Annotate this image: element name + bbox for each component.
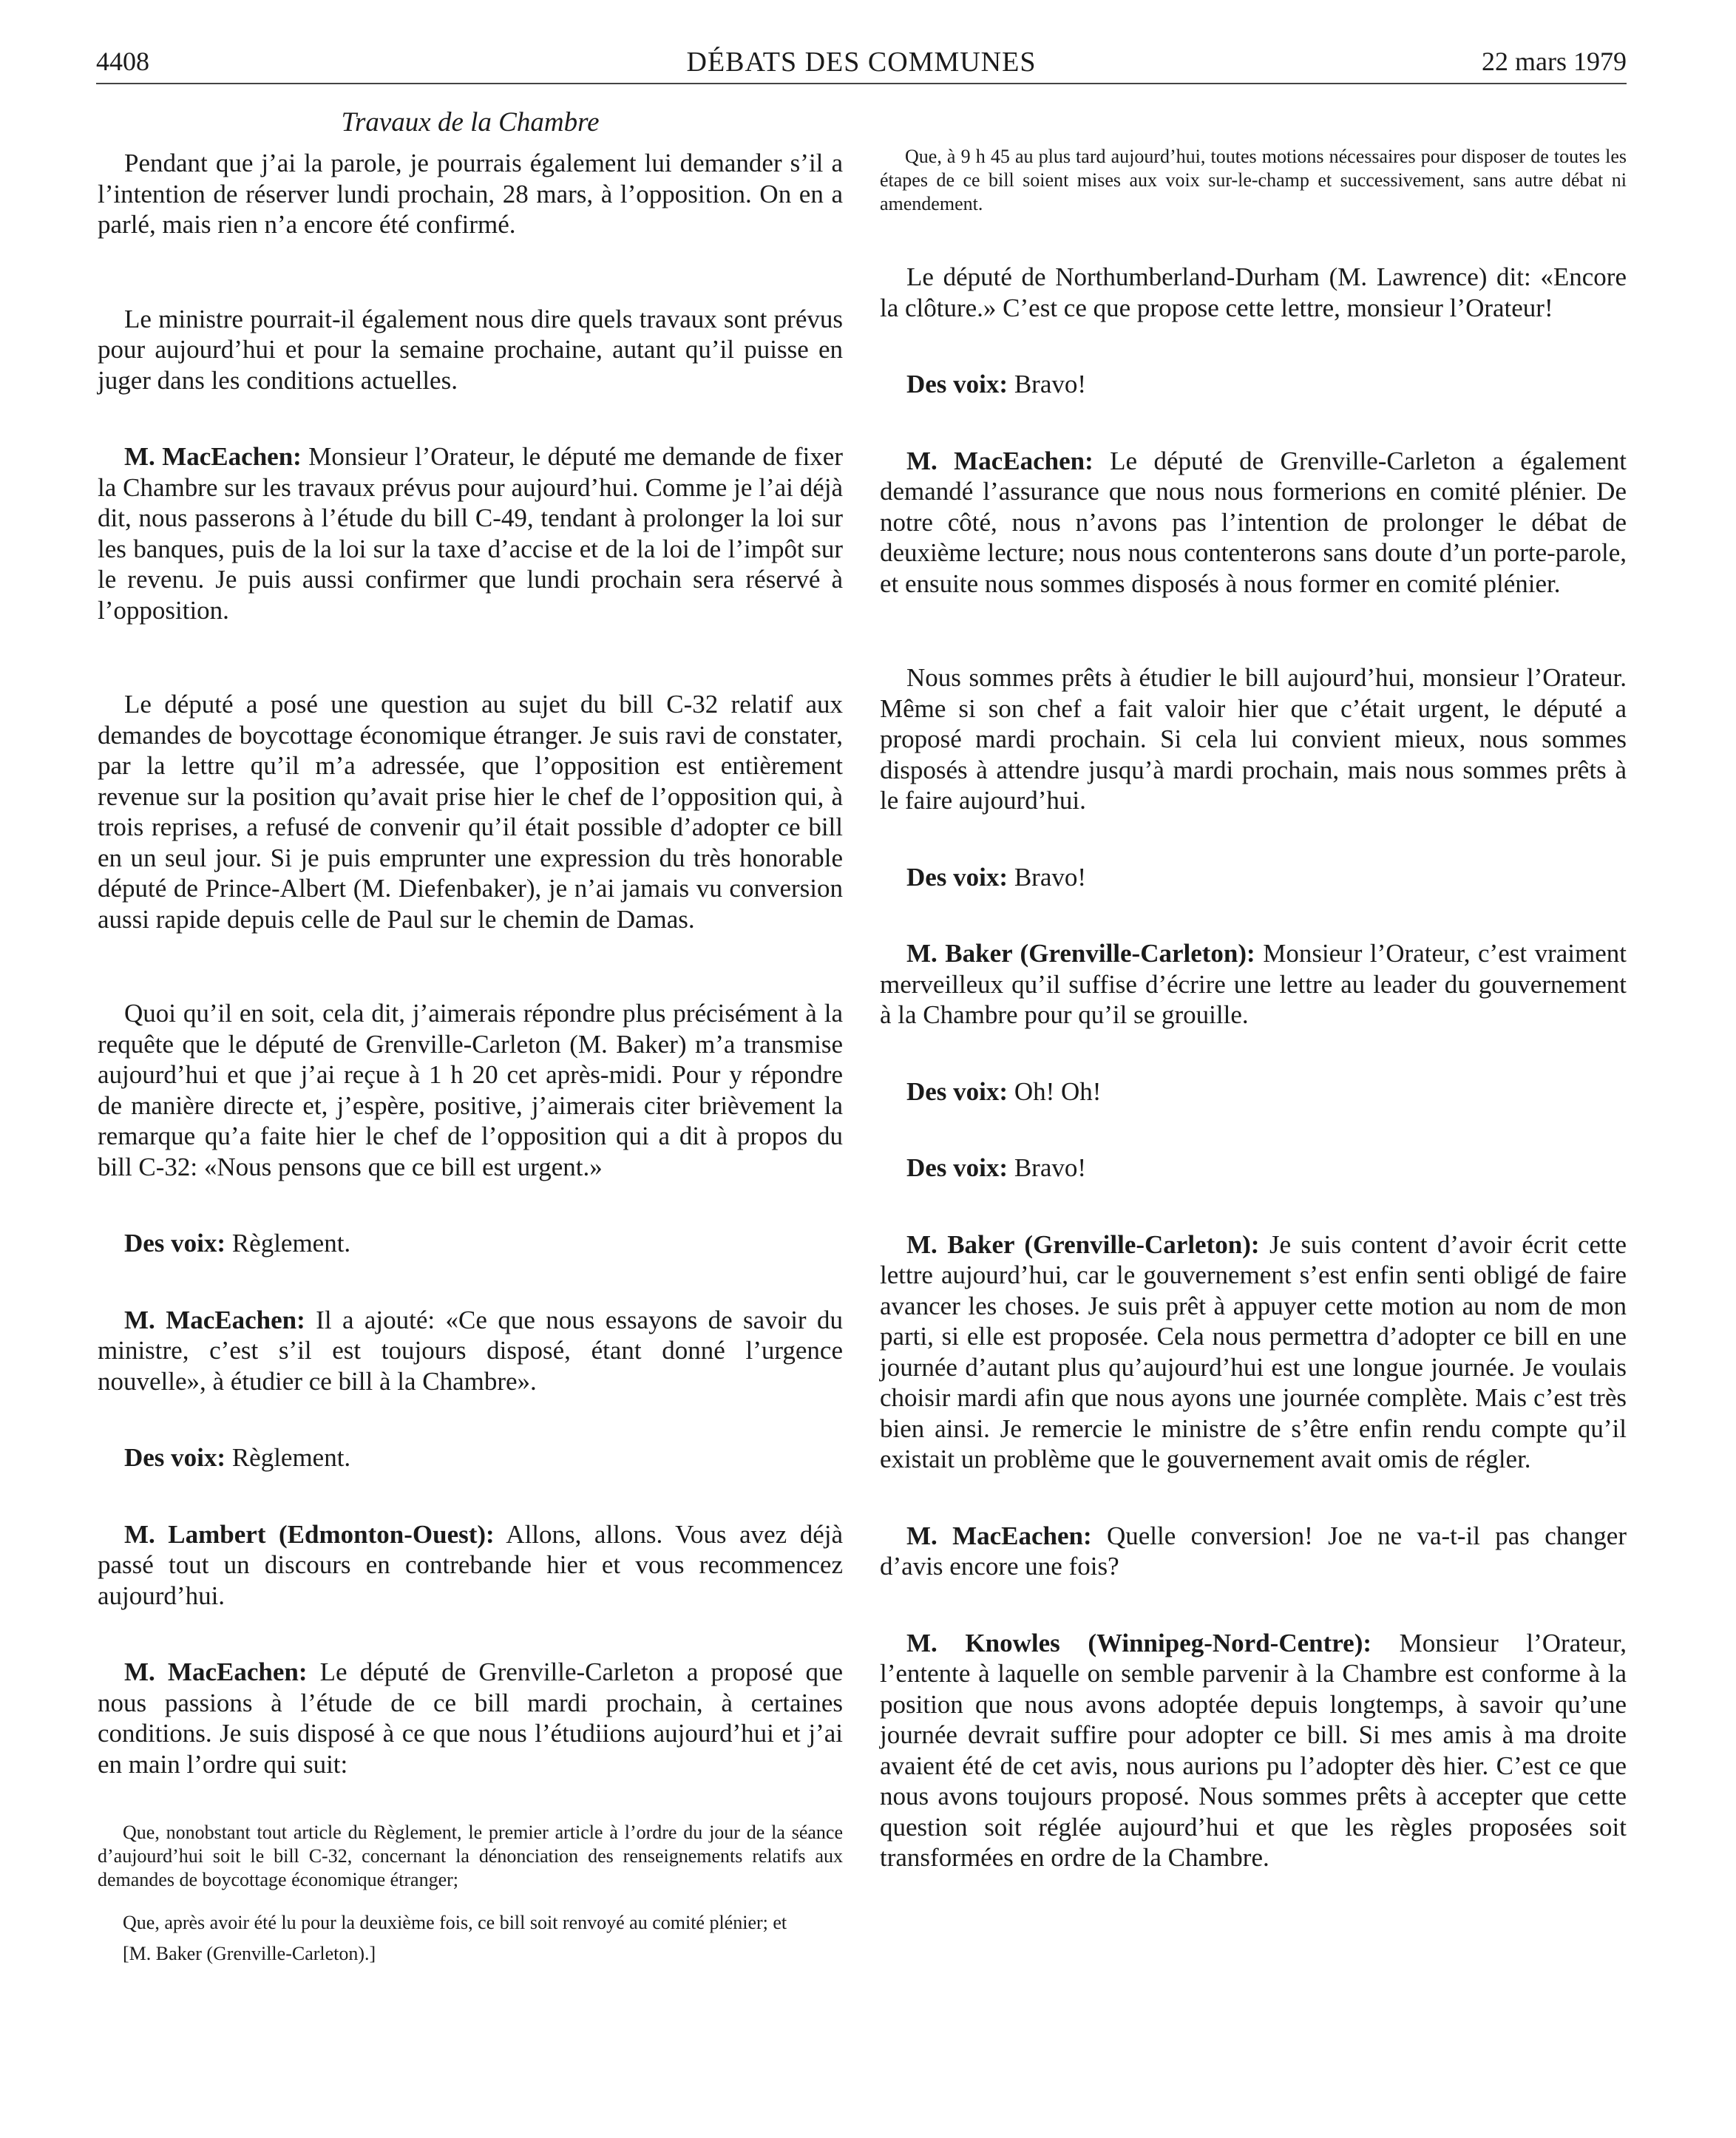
- right-column: [880, 106, 1627, 1873]
- speaker-name: Des voix:: [906, 370, 1008, 398]
- paragraph-text: Le député de Grenville-Carleton a également demandé l’assurance que nous nous formerions en comité plénier. De notre côté, nous n’avons pas l’intention de prolonger le débat de deuxième lecture; nous nous contenterons sans doute d’un porte-parole, et ensuite nous sommes disposés à nous former en comité plénier.: [880, 446, 1627, 598]
- paragraph: [880, 1521, 1627, 1582]
- speaker-name: Des voix:: [906, 1153, 1008, 1182]
- paragraph-text: Je suis content d’avoir écrit cette lettre aujourd’hui, car le gouvernement s’est enfin senti obligé de faire avancer les choses. Je suis prêt à appuyer cette motion au nom de mon parti, si elle est proposée. Cela nous permettra d’adopter ce bill en une journée d’autant plus qu’aujourd’hui est une longue journée. Je voulais choisir mardi afin que nous ayons une journée complète. Mais c’est très bien ainsi. Je remercie le ministre de s’être enfin rendu compte qu’il existait un problème que le gouvernement avait omis de régler.: [880, 1229, 1627, 1473]
- paragraph: [880, 1229, 1627, 1475]
- running-head: Travaux de la Chambre: [341, 107, 600, 138]
- paragraph-text: Le ministre pourrait-il également nous dire quels travaux sont prévus pour aujourd’hui et pour la semaine prochaine, autant qu’il puisse en juger dans les conditions actuelles.: [98, 304, 843, 395]
- paragraph: [880, 862, 1627, 893]
- paragraph-text: Le député de Grenville-Carleton a proposé que nous passions à l’étude de ce bill mardi prochain, à certaines conditions. Je suis disposé à ce que nous l’étudiions aujourd’hui et j’ai en main l’ordre qui suit:: [98, 1657, 844, 1779]
- paragraph: [98, 148, 843, 240]
- quoted-motion: [98, 1911, 843, 1935]
- speaker-name: Des voix:: [124, 1229, 226, 1258]
- paragraph-text: Monsieur l’Orateur, c’est vraiment merveilleux qu’il suffise d’écrire une lettre au leader du gouvernement à la Chambre pour qu’il se grouille.: [880, 939, 1627, 1029]
- paragraph-text: Quoi qu’il en soit, cela dit, j’aimerais répondre plus précisément à la requête que le député de Grenville-Carleton (M. Baker) m’a transmise aujourd’hui et que j’ai reçue à 1 h 20 cet après-midi. Pour y répondre de manière directe et, j’espère, positive, j’aimerais citer brièvement la remarque qu’a faite hier le chef de l’opposition qui a dit à propos du bill C-32: «Nous pensons que ce bill est urgent.»: [98, 999, 843, 1181]
- paragraph: [880, 1153, 1627, 1184]
- paragraph: [880, 938, 1627, 1031]
- paragraph-text: Que, à 9 h 45 au plus tard aujourd’hui, toutes motions nécessaires pour disposer de toutes les étapes de ce bill soient mises aux voix sur-le-champ et successivement, sans autre débat ni amendement.: [880, 146, 1627, 214]
- speaker-name: M. MacEachen:: [906, 446, 1094, 475]
- paragraph: [98, 1305, 843, 1397]
- speaker-name: M. Baker (Grenville-Carleton):: [906, 1229, 1260, 1259]
- speaker-name: M. MacEachen:: [906, 1521, 1092, 1550]
- paragraph-text: Que, nonobstant tout article du Règlement, le premier article à l’ordre du jour de la séance d’aujourd’hui soit le bill C-32, concernant la dénonciation des renseignements relatifs aux demandes de boycottage économique étranger;: [98, 1822, 843, 1890]
- paragraph: [98, 1657, 843, 1779]
- paragraph: [98, 1442, 843, 1473]
- speaker-name: M. MacEachen:: [124, 1657, 308, 1686]
- paragraph-text: Oh! Oh!: [1014, 1076, 1102, 1106]
- speaker-name: Des voix:: [124, 1443, 226, 1472]
- paragraph: [880, 369, 1627, 400]
- paragraph: [98, 689, 843, 934]
- paragraph-text: [M. Baker (Grenville-Carleton).]: [123, 1943, 376, 1964]
- paragraph: [98, 441, 843, 625]
- speaker-name: Des voix:: [906, 1076, 1008, 1106]
- paragraph-text: Bravo!: [1014, 370, 1087, 398]
- paragraph-text: Allons, allons. Vous avez déjà passé tout un discours en contrebande hier et vous recommencez aujourd’hui.: [98, 1519, 843, 1610]
- paragraph-text: Le député de Northumberland-Durham (M. Lawrence) dit: «Encore la clôture.» C’est ce que propose cette lettre, monsieur l’Orateur!: [880, 262, 1627, 322]
- issue-date: 22 mars 1979: [1482, 47, 1627, 76]
- speaker-name: M. Lambert (Edmonton-Ouest):: [124, 1519, 495, 1549]
- paragraph: [98, 998, 843, 1182]
- paragraph-text: Il a ajouté: «Ce que nous essayons de savoir du ministre, c’est s’il est toujours disposé, étant donné l’urgence nouvelle», à étudier ce bill à la Chambre».: [98, 1305, 843, 1396]
- paragraph: [98, 1228, 843, 1259]
- paragraph: [880, 662, 1627, 816]
- speaker-reference: [98, 1942, 843, 1966]
- paragraph: [880, 446, 1627, 600]
- paragraph: [880, 262, 1627, 323]
- speaker-name: M. Knowles (Winnipeg-Nord-Centre):: [906, 1628, 1372, 1657]
- speaker-name: Des voix:: [906, 862, 1008, 892]
- speaker-name: M. MacEachen:: [124, 1305, 305, 1334]
- paragraph-text: Bravo!: [1014, 862, 1087, 892]
- left-column: [98, 106, 843, 1966]
- paragraph: [880, 1076, 1627, 1107]
- paragraph-text: Pendant que j’ai la parole, je pourrais également lui demander s’il a l’intention de réserver lundi prochain, 28 mars, à l’opposition. On en a parlé, mais rien n’a encore été confirmé.: [98, 149, 843, 239]
- column-spacer: [880, 106, 1627, 145]
- paragraph: [880, 1628, 1627, 1873]
- paragraph-text: Nous sommes prêts à étudier le bill aujourd’hui, monsieur l’Orateur. Même si son chef a fait valoir hier que c’était urgent, le député a proposé mardi prochain. Si cela lui convient mieux, nous sommes disposés à attendre jusqu’à mardi prochain, mais nous sommes prêts à le faire aujourd’hui.: [880, 663, 1627, 815]
- speaker-name: M. Baker (Grenville-Carleton):: [906, 939, 1255, 968]
- header-rule: [96, 83, 1627, 84]
- quoted-motion: [880, 145, 1627, 216]
- paragraph-text: Règlement.: [231, 1229, 351, 1258]
- paragraph-text: Bravo!: [1014, 1153, 1087, 1182]
- speaker-name: M. MacEachen:: [124, 442, 302, 471]
- quoted-motion: [98, 1821, 843, 1892]
- paragraph-text: Monsieur l’Orateur, l’entente à laquelle on semble parvenir à la Chambre est conforme à la position que nous avons adoptée depuis longtemps, à savoir qu’une journée devrait suffire pour adopter ce bill. Si mes amis à ma droite avaient été de cet avis, nous aurions pu l’adopter dès hier. C’est ce que nous avons toujours proposé. Nous sommes prêts à accepter que cette question soit réglée aujourd’hui et que les règles proposées soit transformées en ordre de la Chambre.: [880, 1628, 1627, 1872]
- page-number: 4408: [96, 47, 149, 76]
- paragraph-text: Que, après avoir été lu pour la deuxième fois, ce bill soit renvoyé au comité plénier; et: [123, 1912, 787, 1933]
- paragraph-text: Monsieur l’Orateur, le député me demande de fixer la Chambre sur les travaux prévus pour aujourd’hui. Comme je l’ai déjà dit, nous passerons à l’étude du bill C-49, tendant à prolonger la loi sur les banques, puis de la loi sur la taxe d’accise et de la loi de l’impôt sur le revenu. Je puis aussi confirmer que lundi prochain sera réservé à l’opposition.: [98, 442, 843, 625]
- paragraph: [98, 1519, 843, 1612]
- paragraph-text: Quelle conversion! Joe ne va-t-il pas changer d’avis encore une fois?: [880, 1521, 1627, 1581]
- page-header: [96, 46, 1627, 84]
- paragraph-text: Le député a posé une question au sujet du bill C-32 relatif aux demandes de boycottage économique étranger. Je suis ravi de constater, par la lettre qu’il m’a adressée, que l’opposition est entièrement revenue sur la position qu’avait prise hier le chef de l’opposition qui, à trois reprises, a refusé de convenir qu’il était possible d’adopter ce bill en un seul jour. Si je puis emprunter une expression du très honorable député de Prince-Albert (M. Diefenbaker), je n’ai jamais vu conversion aussi rapide depuis celle de Paul sur le chemin de Damas.: [98, 690, 843, 934]
- publication-title: DÉBATS DES COMMUNES: [686, 47, 1037, 78]
- paragraph-text: Règlement.: [231, 1443, 351, 1472]
- paragraph: [98, 304, 843, 396]
